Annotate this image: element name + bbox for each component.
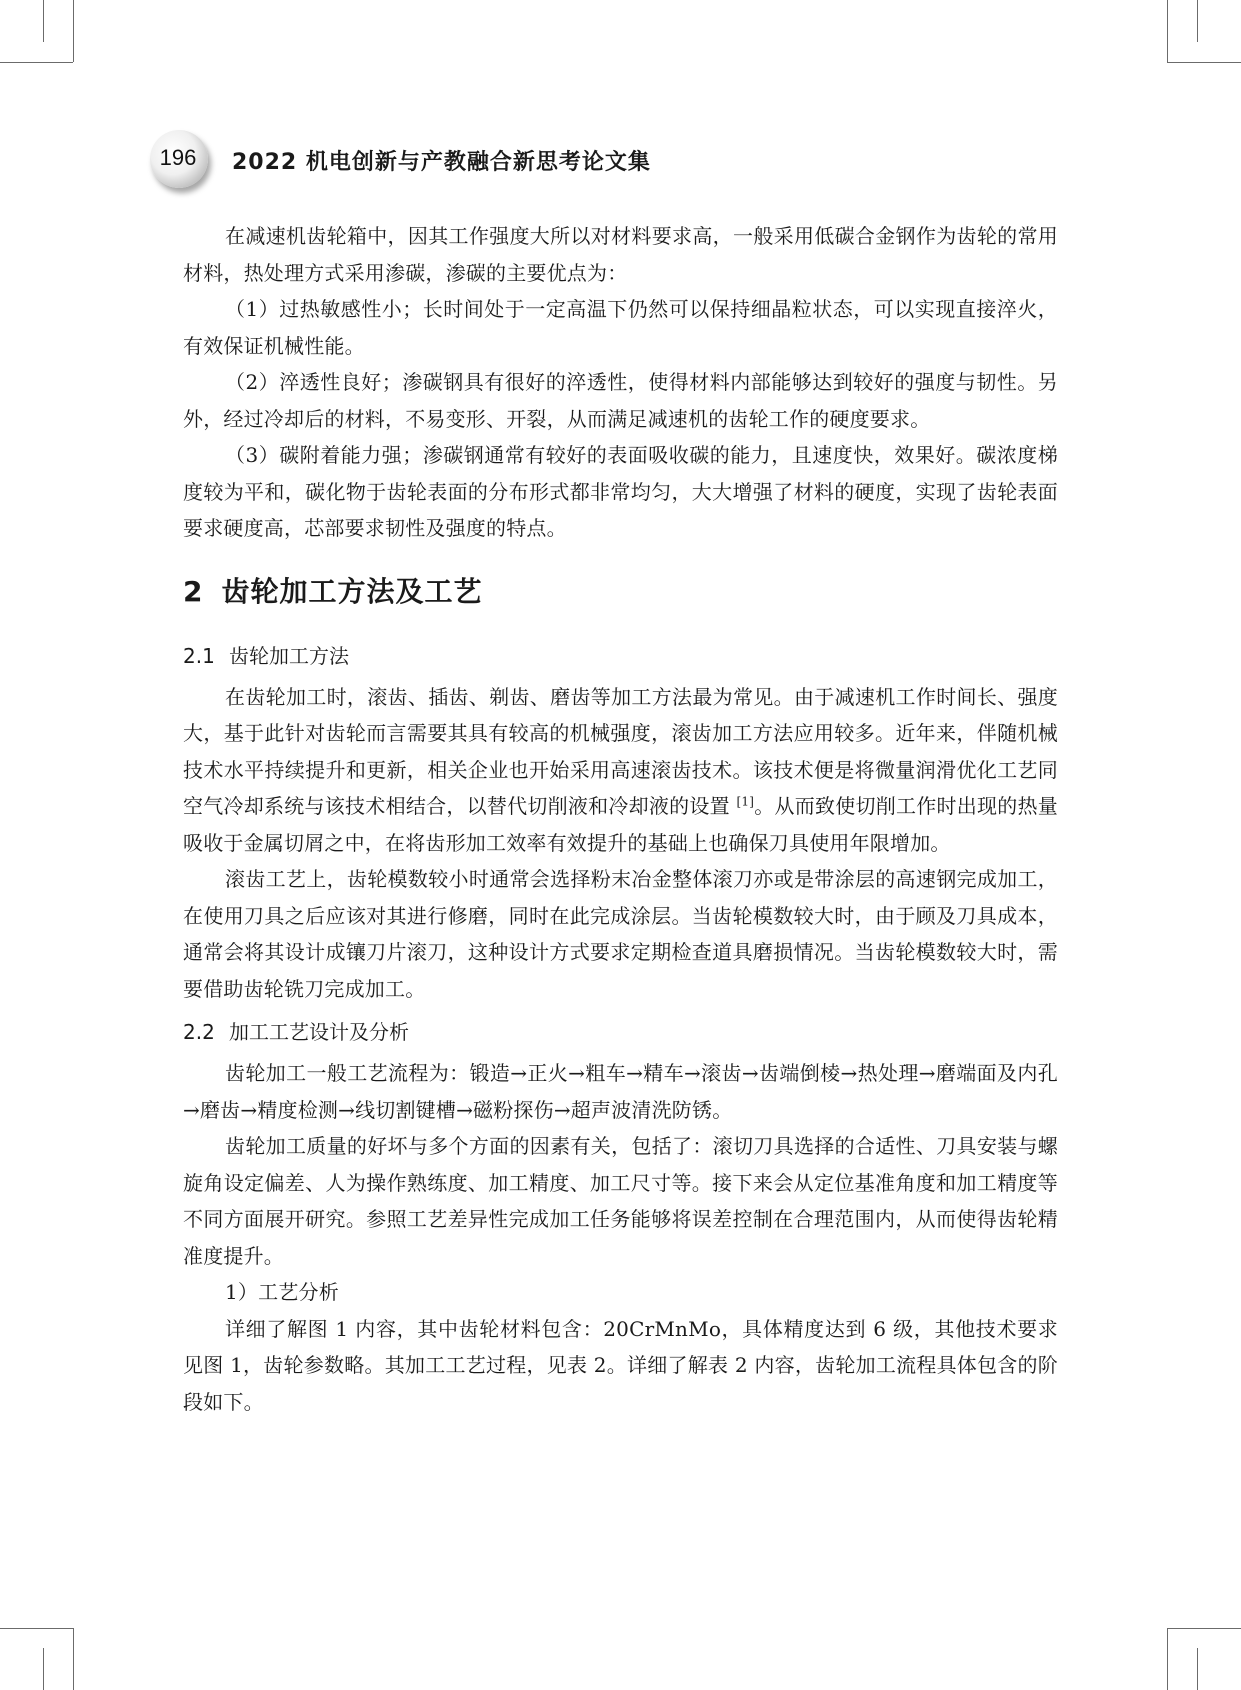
subsection-number: 2.2 — [183, 1020, 215, 1044]
crop-mark — [73, 0, 74, 62]
page-number: 196 — [159, 145, 197, 170]
crop-mark — [43, 1648, 44, 1690]
paragraph: （2）淬透性良好；渗碳钢具有很好的淬透性，使得材料内部能够达到较好的强度与韧性。另外，经过冷却后的材料，不易变形、开裂，从而满足减速机的齿轮工作的硬度要求。 — [183, 370, 1058, 431]
citation-ref: [1] — [736, 794, 755, 809]
crop-mark — [73, 1628, 74, 1690]
subsection-heading — [183, 639, 1058, 673]
paragraph: （3）碳附着能力强；渗碳钢通常有较好的表面吸收碳的能力，且速度快，效果好。碳浓度梯度较为平和，碳化物于齿轮表面的分布形式都非常均匀，大大增强了材料的硬度，实现了齿轮表面要求硬度高，芯部要求韧性及强度的特点。 — [183, 443, 1058, 540]
paragraph — [183, 679, 1058, 862]
crop-mark — [1197, 0, 1198, 42]
section-title: 齿轮加工方法及工艺 — [221, 574, 483, 608]
crop-mark — [0, 62, 73, 63]
crop-mark — [1167, 62, 1241, 63]
subsection-title: 加工工艺设计及分析 — [229, 1020, 409, 1044]
subsection-number: 2.1 — [183, 643, 215, 668]
paragraph-text: 。从而致使切削工作时出现的热量吸收于金属切屑之中，在将齿形加工效率有效提升的基础上也确保刀具使用年限增加。 — [183, 794, 1059, 855]
paragraph: 详细了解图 1 内容，其中齿轮材料包含：20CrMnMo，具体精度达到 6 级，其他技术要求见图 1，齿轮参数略。其加工工艺过程，见表 2。详细了解表 2 内容，齿轮加工流程具体包含的阶段如下。 — [183, 1316, 1058, 1414]
paragraph: 滚齿工艺上，齿轮模数较小时通常会选择粉末冶金整体滚刀亦或是带涂层的高速钢完成加工，在使用刀具之后应该对其进行修磨，同时在此完成涂层。当齿轮模数较大时，由于顾及刀具成本，通常会将其设计成镶刀片滚刀，这种设计方式要求定期检查道具磨损情况。当齿轮模数较大时，需要借助齿轮铣刀完成加工。 — [183, 867, 1058, 1001]
crop-mark — [1197, 1648, 1198, 1690]
section-heading — [183, 572, 1058, 612]
crop-mark — [43, 0, 44, 42]
paragraph: 齿轮加工质量的好坏与多个方面的因素有关，包括了：滚切刀具选择的合适性、刀具安装与螺旋角设定偏差、人为操作熟练度、加工精度、加工尺寸等。接下来会从定位基准角度和加工精度等不同方面展开研究。参照工艺差异性完成加工任务能够将误差控制在合理范围内，从而使得齿轮精准度提升。 — [183, 1134, 1058, 1268]
subsection-title: 齿轮加工方法 — [229, 643, 349, 668]
section-number: 2 — [183, 574, 204, 608]
paragraph-text: 在齿轮加工时，滚齿、插齿、剃齿、磨齿等加工方法最为常见。由于减速机工作时间长、强度大，基于此针对齿轮而言需要其具有较高的机械强度，滚齿加工方法应用较多。近年来，伴随机械技术水平持续提升和更新，相关企业也开始采用高速滚齿技术。该技术便是将微量润滑优化工艺同空气冷却系统与该技术相结合，以替代切削液和冷却液的设置 — [183, 684, 1058, 818]
paragraph: 在减速机齿轮箱中，因其工作强度大所以对材料要求高，一般采用低碳合金钢作为齿轮的常用材料，热处理方式采用渗碳，渗碳的主要优点为： — [183, 224, 1058, 285]
running-title: 2022 机电创新与产教融合新思考论文集 — [232, 150, 651, 175]
sub-heading: 1）工艺分析 — [225, 1280, 339, 1304]
paragraph: 齿轮加工一般工艺流程为：锻造→正火→粗车→精车→滚齿→齿端倒棱→热处理→磨端面及内孔→磨齿→精度检测→线切割键槽→磁粉探伤→超声波清洗防锈。 — [183, 1061, 1058, 1122]
subsection-heading — [183, 1015, 1058, 1049]
paragraph: （1）过热敏感性小；长时间处于一定高温下仍然可以保持细晶粒状态，可以实现直接淬火，有效保证机械性能。 — [183, 297, 1058, 358]
crop-mark — [1167, 0, 1168, 62]
main-content — [183, 218, 1058, 1420]
crop-mark — [1167, 1628, 1241, 1629]
crop-mark — [1167, 1628, 1168, 1690]
crop-mark — [0, 1628, 73, 1629]
